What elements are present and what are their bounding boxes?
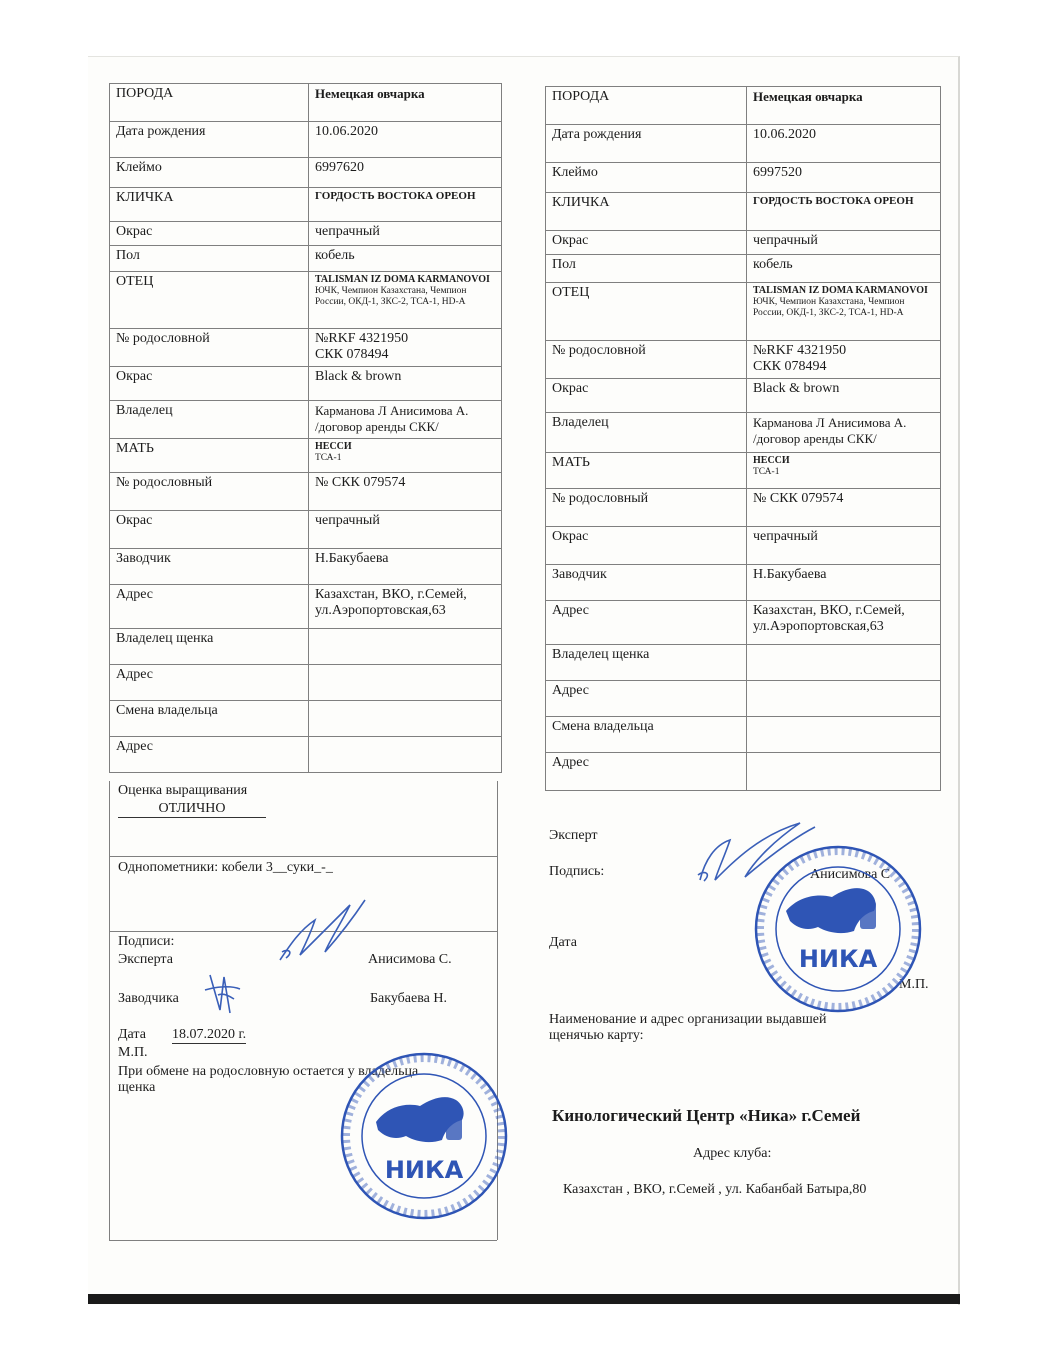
- label: Окрас: [546, 379, 747, 413]
- label: Адрес: [110, 737, 309, 773]
- label: ОТЕЦ: [110, 272, 309, 329]
- label: Владелец: [546, 413, 747, 453]
- puppy-owner-value: [747, 645, 941, 681]
- label: № родословный: [110, 473, 309, 511]
- color-value: чепрачный: [309, 222, 502, 246]
- expert-label: Эксперт: [549, 828, 598, 843]
- club-address-label: Адрес клуба:: [693, 1146, 772, 1161]
- expert-label: Эксперта: [118, 952, 173, 967]
- left-border: [109, 781, 110, 1240]
- page-bottom-edge: [88, 1294, 960, 1304]
- label: Дата рождения: [110, 122, 309, 158]
- brand-value: 6997620: [309, 158, 502, 188]
- label: Адрес: [546, 601, 747, 645]
- breeder-value: Н.Бакубаева: [309, 549, 502, 585]
- mp-label: М.П.: [899, 977, 929, 992]
- label: Окрас: [110, 511, 309, 549]
- label: Окрас: [546, 231, 747, 255]
- breed-value: Немецкая овчарка: [747, 87, 941, 125]
- bottom-border: [109, 1240, 497, 1241]
- label: Владелец щенка: [110, 629, 309, 665]
- label: ПОРОДА: [110, 84, 309, 122]
- left-puppy-card-table: [109, 83, 502, 773]
- breed-value: Немецкая овчарка: [309, 84, 502, 122]
- right-puppy-card-table: [545, 86, 941, 791]
- label: № родословной: [546, 341, 747, 379]
- label: Клеймо: [546, 163, 747, 193]
- breeder-value: Н.Бакубаева: [747, 565, 941, 601]
- label: Владелец щенка: [546, 645, 747, 681]
- label: Смена владельца: [546, 717, 747, 753]
- owner-change-value: [747, 717, 941, 753]
- sex-value: кобель: [309, 246, 502, 272]
- owner-line1: Карманова Л Анисимова А.: [753, 415, 907, 430]
- label: КЛИЧКА: [546, 193, 747, 231]
- expert-signature-left: [270, 890, 370, 970]
- label: КЛИЧКА: [110, 188, 309, 222]
- mother-pedigree-value: № СКК 079574: [309, 473, 502, 511]
- nika-stamp-icon: [752, 843, 924, 1015]
- label: Окрас: [110, 222, 309, 246]
- owner-change-value: [309, 701, 502, 737]
- label: ПОРОДА: [546, 87, 747, 125]
- sex-value: кобель: [747, 255, 941, 283]
- name-value: ГОРДОСТЬ ВОСТОКА ОРЕОН: [747, 193, 941, 231]
- owner-line1: Карманова Л Анисимова А.: [315, 403, 469, 418]
- father-value: TALISMAN IZ DOMA KARMANOVOI ЮЧК, Чемпион Казахстана, Чемпион России, ОКД-1, ЗКС-2, ТСА-1, HD-A: [753, 285, 928, 318]
- name-value: ГОРДОСТЬ ВОСТОКА ОРЕОН: [309, 188, 502, 222]
- label: Заводчик: [110, 549, 309, 585]
- label: Смена владельца: [110, 701, 309, 737]
- label: Окрас: [546, 527, 747, 565]
- littermates-text: Однопометники: кобели 3__суки_-_: [118, 860, 333, 875]
- signatures-label: Подписи:: [118, 934, 175, 949]
- breeder-label: Заводчика: [118, 991, 179, 1006]
- date-label: Дата: [118, 1027, 146, 1042]
- birth-date-value: 10.06.2020: [309, 122, 502, 158]
- date-label: Дата: [549, 935, 577, 950]
- address-value: [747, 753, 941, 791]
- label: Пол: [546, 255, 747, 283]
- org-prompt: Наименование и адрес организации выдавшей щенячью карту:: [549, 1012, 827, 1043]
- org-name: Кинологический Центр «Ника» г.Семей: [552, 1106, 861, 1125]
- label: Пол: [110, 246, 309, 272]
- brand-value: 6997520: [747, 163, 941, 193]
- pedigree-line2: СКК 078494: [753, 359, 827, 374]
- label: Адрес: [546, 753, 747, 791]
- label: Заводчик: [546, 565, 747, 601]
- exchange-note: При обмене на родословную остается у владельца щенка: [118, 1064, 419, 1095]
- pedigree-line1: №RKF 4321950: [753, 343, 847, 358]
- mother-color-value: чепрачный: [747, 527, 941, 565]
- label: Адрес: [110, 665, 309, 701]
- address-value: [309, 665, 502, 701]
- father-color-value: Black & brown: [747, 379, 941, 413]
- rating-label: Оценка выращивания: [118, 783, 248, 798]
- breeder-signature-left: [200, 965, 245, 1020]
- label: МАТЬ: [546, 453, 747, 489]
- breeder-name: Бакубаева Н.: [370, 991, 447, 1006]
- nika-stamp-icon: [338, 1050, 510, 1222]
- address-line1: Казахстан, ВКО, г.Семей,: [315, 587, 467, 602]
- svg-text:НИКА: НИКА: [384, 1156, 464, 1184]
- rating-value: ОТЛИЧНО: [118, 801, 266, 818]
- label: Клеймо: [110, 158, 309, 188]
- svg-text:НИКА: НИКА: [798, 945, 878, 973]
- address-line2: ул.Аэропортовская,63: [753, 619, 884, 634]
- label: МАТЬ: [110, 439, 309, 473]
- mother-color-value: чепрачный: [309, 511, 502, 549]
- father-color-value: Black & brown: [309, 367, 502, 401]
- owner-line2: /договор аренды СКК/: [315, 419, 439, 434]
- birth-date-value: 10.06.2020: [747, 125, 941, 163]
- divider: [109, 856, 497, 857]
- mother-value: НЕССИ ТСА-1: [753, 455, 790, 477]
- mother-pedigree-value: № СКК 079574: [747, 489, 941, 527]
- owner-line2: /договор аренды СКК/: [753, 431, 877, 446]
- label: Окрас: [110, 367, 309, 401]
- mother-value: НЕССИ ТСА-1: [315, 441, 352, 463]
- label: Адрес: [110, 585, 309, 629]
- address-value: [309, 737, 502, 773]
- signer-name: Анисимова С: [810, 867, 891, 882]
- signature-label: Подпись:: [549, 864, 605, 879]
- label: № родословный: [546, 489, 747, 527]
- expert-name: Анисимова С.: [368, 952, 452, 967]
- label: ОТЕЦ: [546, 283, 747, 341]
- father-value: TALISMAN IZ DOMA KARMANOVOI ЮЧК, Чемпион Казахстана, Чемпион России, ОКД-1, ЗКС-2, ТСА-1, HD-A: [315, 274, 490, 307]
- address-value: [747, 681, 941, 717]
- puppy-owner-value: [309, 629, 502, 665]
- address-line2: ул.Аэропортовская,63: [315, 603, 446, 618]
- pedigree-line2: СКК 078494: [315, 347, 389, 362]
- mp-label: М.П.: [118, 1045, 148, 1060]
- date-value: 18.07.2020 г.: [172, 1027, 247, 1042]
- club-address: Казахстан , ВКО, г.Семей , ул. Кабанбай Батыра,80: [563, 1182, 867, 1197]
- color-value: чепрачный: [747, 231, 941, 255]
- label: № родословной: [110, 329, 309, 367]
- pedigree-line1: №RKF 4321950: [315, 331, 409, 346]
- label: Владелец: [110, 401, 309, 439]
- label: Адрес: [546, 681, 747, 717]
- label: Дата рождения: [546, 125, 747, 163]
- address-line1: Казахстан, ВКО, г.Семей,: [753, 603, 905, 618]
